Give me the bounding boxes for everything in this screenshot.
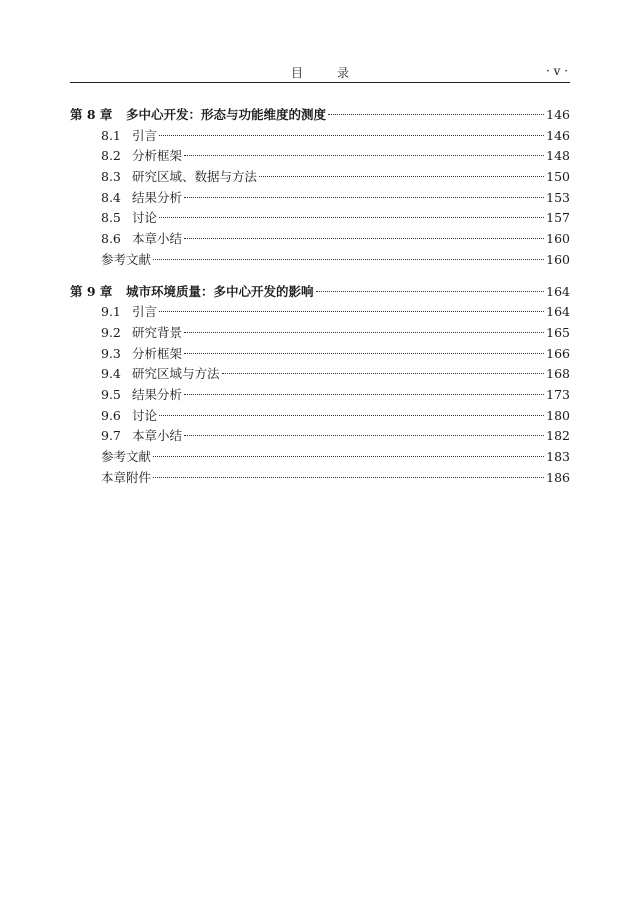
dot-leader bbox=[153, 477, 544, 478]
section-title: 本章小结 bbox=[132, 231, 183, 247]
toc-entry[interactable] bbox=[70, 208, 570, 229]
page-number: 157 bbox=[546, 210, 570, 226]
page-number: 164 bbox=[546, 304, 570, 320]
section-number: 9.6 bbox=[101, 407, 121, 423]
dot-leader bbox=[184, 353, 544, 354]
toc-chapter-8[interactable] bbox=[70, 105, 570, 126]
dot-leader bbox=[184, 332, 544, 333]
toc-entry[interactable] bbox=[70, 188, 570, 209]
section-title: 参考文献 bbox=[101, 449, 152, 464]
toc-entry-references[interactable] bbox=[70, 250, 570, 271]
toc-entry[interactable] bbox=[70, 302, 570, 323]
toc-entry[interactable] bbox=[70, 344, 570, 365]
header-page-number: · v · bbox=[545, 64, 568, 78]
section-number: 8.5 bbox=[101, 210, 121, 226]
page-number: 186 bbox=[546, 469, 570, 485]
table-of-contents bbox=[70, 105, 570, 488]
page-header bbox=[70, 60, 570, 80]
dot-leader bbox=[328, 114, 544, 115]
dot-leader bbox=[159, 415, 544, 416]
section-title: 本章小结 bbox=[132, 428, 183, 444]
dot-leader bbox=[316, 291, 545, 292]
page-number: 164 bbox=[546, 283, 570, 299]
toc-entry[interactable] bbox=[70, 146, 570, 167]
section-number: 9.1 bbox=[101, 304, 121, 320]
page-number: 153 bbox=[546, 189, 570, 205]
page-number: 183 bbox=[546, 449, 570, 464]
chapter-title: 多中心开发：形态与功能维度的测度 bbox=[126, 107, 327, 122]
header-divider bbox=[70, 82, 570, 83]
section-number: 9.7 bbox=[101, 428, 121, 444]
section-title: 研究区域与方法 bbox=[132, 366, 220, 382]
page-number: 160 bbox=[546, 251, 570, 267]
section-number: 8.2 bbox=[101, 148, 121, 164]
dot-leader bbox=[153, 259, 544, 260]
section-title: 结果分析 bbox=[132, 386, 183, 402]
section-number: 9.5 bbox=[101, 386, 121, 402]
section-number: 8.3 bbox=[101, 169, 121, 185]
chapter-title: 城市环境质量：多中心开发的影响 bbox=[126, 283, 314, 299]
section-number: 8.4 bbox=[101, 189, 121, 205]
page-number: 168 bbox=[546, 366, 570, 382]
toc-chapter-9[interactable] bbox=[70, 282, 570, 303]
section-title: 分析框架 bbox=[132, 148, 183, 164]
section-title: 研究区域、数据与方法 bbox=[132, 169, 258, 185]
page-number: 165 bbox=[546, 324, 570, 340]
section-title: 引言 bbox=[132, 127, 158, 143]
toc-entry[interactable] bbox=[70, 364, 570, 385]
dot-leader bbox=[184, 238, 544, 239]
section-number: 9.2 bbox=[101, 324, 121, 340]
page-number: 173 bbox=[546, 386, 570, 402]
dot-leader bbox=[184, 394, 544, 395]
section-title: 讨论 bbox=[132, 407, 158, 423]
toc-entry[interactable] bbox=[70, 126, 570, 147]
chapter-number: 第 9 章 bbox=[70, 283, 113, 299]
toc-entry[interactable] bbox=[70, 323, 570, 344]
chapter-number: 第 8 章 bbox=[70, 107, 113, 122]
section-number: 9.3 bbox=[101, 345, 121, 361]
section-number: 9.4 bbox=[101, 366, 121, 382]
section-title: 结果分析 bbox=[132, 189, 183, 205]
section-title: 分析框架 bbox=[132, 345, 183, 361]
page-number: 182 bbox=[546, 428, 570, 444]
dot-leader bbox=[159, 135, 544, 136]
section-title: 引言 bbox=[132, 304, 158, 320]
section-number: 8.1 bbox=[101, 127, 121, 143]
page-number: 146 bbox=[546, 127, 570, 143]
dot-leader bbox=[222, 373, 545, 374]
page-number: 146 bbox=[546, 107, 570, 122]
section-title: 讨论 bbox=[132, 210, 158, 226]
page-number: 180 bbox=[546, 407, 570, 423]
toc-entry[interactable] bbox=[70, 385, 570, 406]
dot-leader bbox=[159, 311, 544, 312]
page-number: 148 bbox=[546, 148, 570, 164]
header-title: 目录 bbox=[290, 66, 383, 80]
toc-entry-appendix[interactable] bbox=[70, 468, 570, 489]
toc-entry[interactable] bbox=[70, 406, 570, 427]
section-title: 参考文献 bbox=[101, 251, 152, 267]
section-title: 研究背景 bbox=[132, 324, 183, 340]
toc-entry[interactable] bbox=[70, 229, 570, 250]
toc-entry[interactable] bbox=[70, 426, 570, 447]
dot-leader bbox=[184, 197, 544, 198]
dot-leader bbox=[159, 217, 544, 218]
toc-entry[interactable] bbox=[70, 167, 570, 188]
dot-leader bbox=[259, 176, 544, 177]
dot-leader bbox=[184, 155, 544, 156]
dot-leader bbox=[153, 456, 544, 457]
toc-entry-references[interactable] bbox=[70, 447, 570, 468]
page-number: 160 bbox=[546, 231, 570, 247]
dot-leader bbox=[184, 435, 544, 436]
section-number: 8.6 bbox=[101, 231, 121, 247]
page-number: 150 bbox=[546, 169, 570, 185]
section-title: 本章附件 bbox=[101, 469, 152, 485]
page-number: 166 bbox=[546, 345, 570, 361]
